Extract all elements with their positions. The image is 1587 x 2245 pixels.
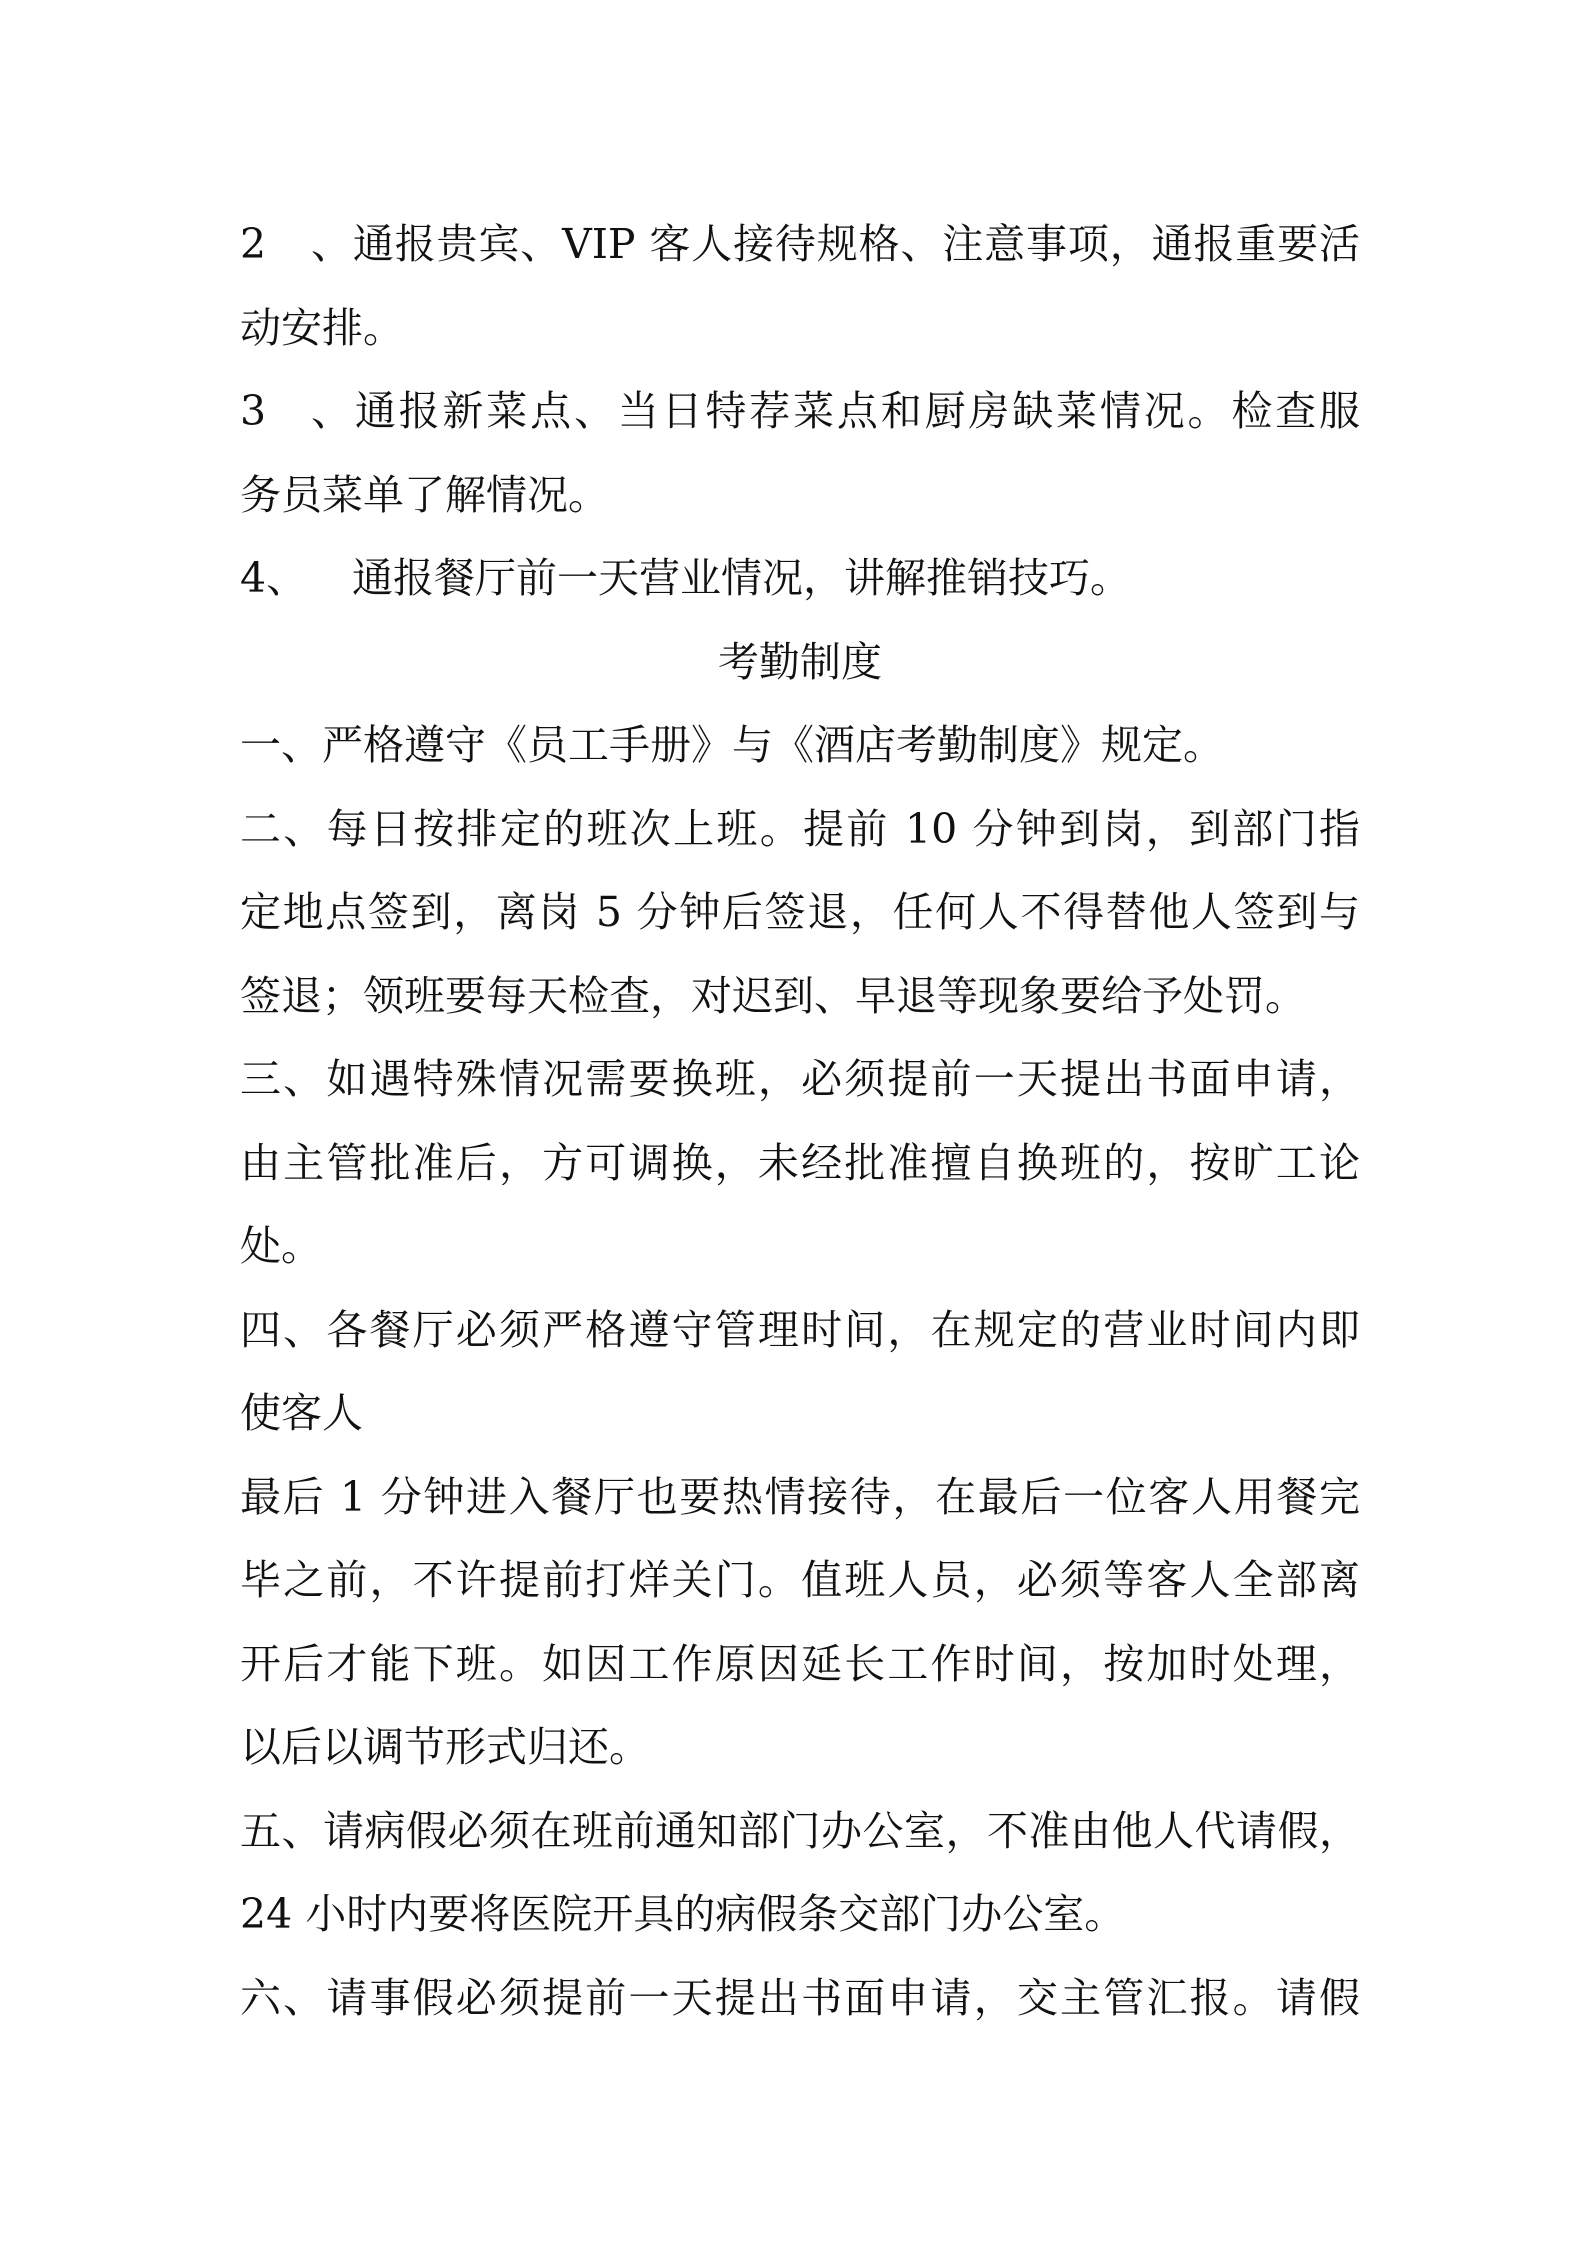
list-item-line — [240, 370, 1360, 454]
paragraph-line: 定地点签到，离岗 5 分钟后签退，任何人不得替他人签到与 — [240, 888, 1360, 936]
list-item-continuation: 动安排。 — [240, 303, 404, 352]
list-item-number: 2、 — [240, 220, 352, 268]
paragraph-line: 使客人 — [240, 1389, 363, 1437]
list-item-line — [240, 537, 1360, 621]
paragraph-line: 六、请事假必须提前一天提出书面申请，交主管汇报。请假 — [240, 1973, 1360, 2022]
paragraph-line: 三、如遇特殊情况需要换班，必须提前一天提出书面申请， — [240, 1055, 1360, 1103]
paragraph-line: 五、请病假必须在班前通知部门办公室，不准由他人代请假， — [240, 1806, 1360, 1855]
list-item-text: 通报新菜点、当日特荐菜点和厨房缺菜情况。检查服 — [352, 387, 1360, 435]
list-item-number: 3、 — [240, 387, 352, 435]
paragraph-line: 24 小时内要将医院开具的病假条交部门办公室。 — [240, 1890, 1126, 1938]
paragraph-line: 开后才能下班。如因工作原因延长工作时间，按加时处理， — [240, 1639, 1360, 1688]
list-item-continuation: 务员菜单了解情况。 — [240, 470, 609, 519]
paragraph-line: 一、严格遵守《员工手册》与《酒店考勤制度》规定。 — [240, 721, 1224, 769]
list-item-text: 通报餐厅前一天营业情况，讲解推销技巧。 — [352, 554, 1131, 602]
list-item-text: 通报贵宾、VIP 客人接待规格、注意事项，通报重要活 — [352, 220, 1360, 268]
paragraph-line: 毕之前，不许提前打烊关门。值班人员，必须等客人全部离 — [240, 1556, 1360, 1604]
paragraph-line: 四、各餐厅必须严格遵守管理时间，在规定的营业时间内即 — [240, 1305, 1360, 1354]
paragraph-line: 处。 — [240, 1222, 322, 1270]
section-title: 考勤制度 — [718, 637, 882, 686]
document-page — [240, 203, 1360, 2040]
paragraph-line: 最后 1 分钟进入餐厅也要热情接待，在最后一位客人用餐完 — [240, 1472, 1360, 1521]
list-item-number: 4、 — [240, 554, 308, 602]
paragraph-line: 二、每日按排定的班次上班。提前 10 分钟到岗，到部门指 — [240, 804, 1360, 853]
paragraph-line: 以后以调节形式归还。 — [240, 1723, 650, 1771]
paragraph-line: 签退；领班要每天检查，对迟到、早退等现象要给予处罚。 — [240, 971, 1306, 1020]
paragraph-line: 由主管批准后，方可调换，未经批准擅自换班的，按旷工论 — [240, 1138, 1360, 1187]
list-item-line — [240, 203, 1360, 287]
